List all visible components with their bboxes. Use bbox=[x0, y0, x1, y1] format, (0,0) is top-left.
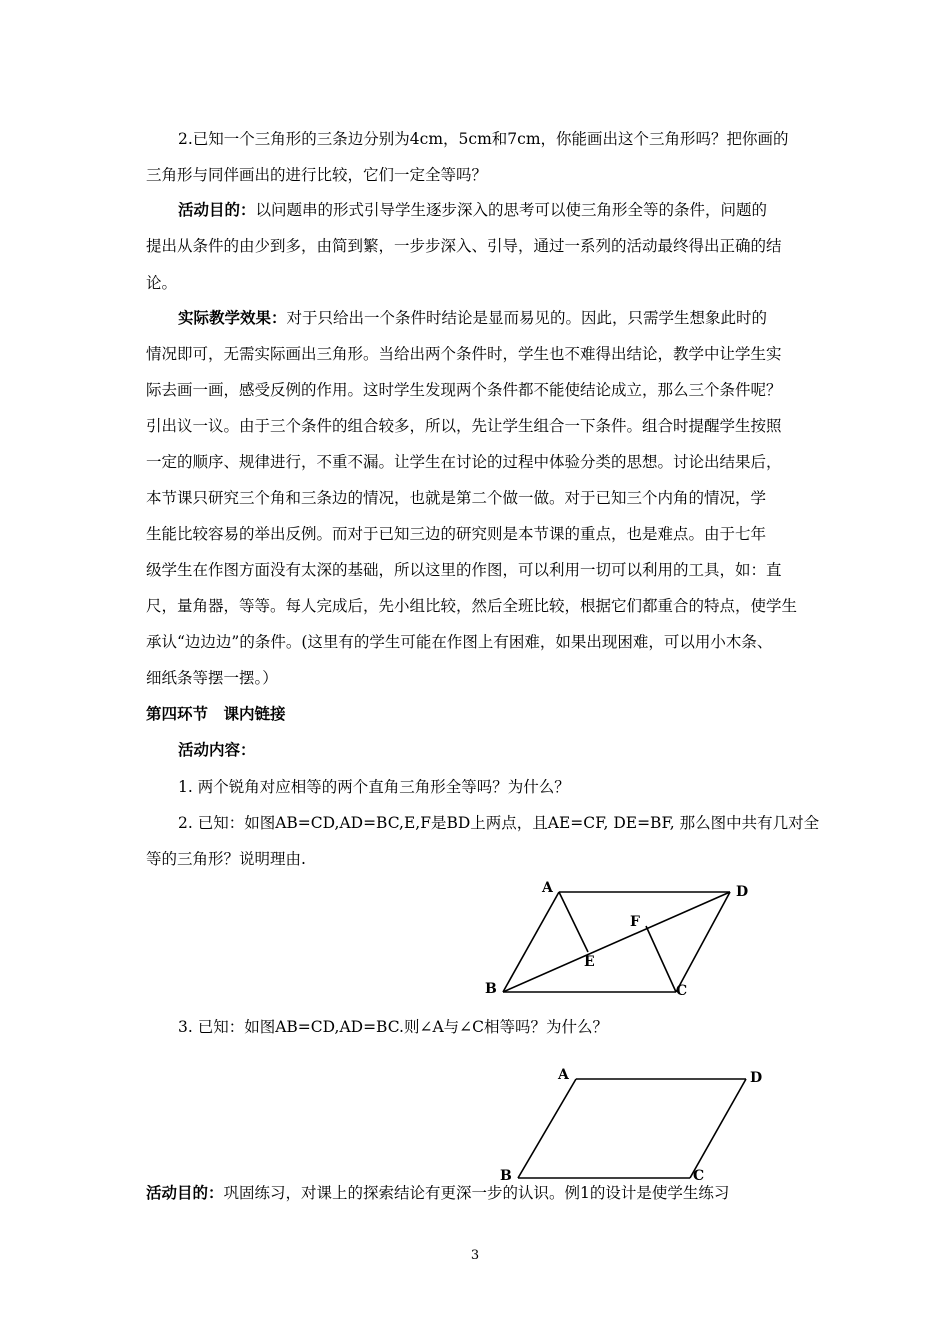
activity-purpose-line-2: 提出从条件的由少到多，由简到繁，一步步深入、引导，通过一系列的活动最终得出正确的结 bbox=[146, 237, 782, 255]
activity-purpose-2-line-1 bbox=[146, 1183, 729, 1203]
exercise-item-2-line-1: 2. 已知：如图AB=CD,AD=BC,E,F是BD上两点，且AE=CF, DE=BF, 那么图中共有几对全 bbox=[178, 814, 820, 832]
label-c: C bbox=[676, 983, 688, 999]
label-a: A bbox=[542, 880, 553, 896]
teaching-effect-line-3: 际去画一画，感受反例的作用。这时学生发现两个条件都不能使结论成立，那么三个条件呢？ bbox=[146, 381, 782, 399]
label-b: B bbox=[500, 1168, 512, 1184]
question-2-line-2: 三角形与同伴画出的进行比较，它们一定全等吗？ bbox=[146, 166, 488, 184]
teaching-effect-label: 实际教学效果： bbox=[178, 308, 287, 327]
label-e: E bbox=[584, 954, 595, 970]
teaching-effect-line-2: 情况即可，无需实际画出三角形。当给出两个条件时，学生也不难得出结论，教学中让学生实 bbox=[146, 345, 782, 363]
segment-ae bbox=[559, 892, 588, 952]
label-d: D bbox=[736, 884, 749, 900]
question-2-line-1: 2.已知一个三角形的三条边分别为4cm，5cm和7cm，你能画出这个三角形吗？把你画的 bbox=[178, 130, 789, 148]
segment-cf bbox=[646, 926, 676, 992]
teaching-effect-line-10: 承认“边边边”的条件。(这里有的学生可能在作图上有困难，如果出现困难，可以用小木条、 bbox=[146, 633, 773, 651]
teaching-effect-line-5: 一定的顺序、规律进行，不重不漏。让学生在讨论的过程中体验分类的思想。讨论出结果后， bbox=[146, 453, 782, 471]
segment-ab bbox=[503, 892, 559, 992]
activity-purpose-line-3: 论。 bbox=[146, 274, 178, 292]
segment-bd bbox=[503, 892, 730, 992]
segment-ab bbox=[518, 1079, 576, 1178]
activity-purpose-2-label: 活动目的： bbox=[146, 1183, 224, 1202]
exercise-item-2-line-2: 等的三角形？说明理由. bbox=[146, 850, 306, 868]
figure-2-diagram bbox=[490, 1064, 780, 1184]
label-a: A bbox=[558, 1067, 569, 1083]
label-d: D bbox=[750, 1070, 763, 1086]
page-number: 3 bbox=[470, 1248, 480, 1263]
label-f: F bbox=[630, 914, 640, 930]
activity-purpose-line-1 bbox=[178, 200, 767, 220]
teaching-effect-line-9: 尺，量角器，等等。每人完成后，先小组比较，然后全班比较，根据它们都重合的特点，使学生 bbox=[146, 597, 798, 615]
label-c: C bbox=[693, 1168, 705, 1184]
activity-purpose-2-text: 巩固练习，对课上的探索结论有更深一步的认识。例1的设计是使学生练习 bbox=[223, 1184, 730, 1202]
activity-purpose-text: 以问题串的形式引导学生逐步深入的思考可以使三角形全等的条件，问题的 bbox=[255, 201, 768, 219]
segment-dc bbox=[676, 892, 730, 992]
activity-content-label: 活动内容： bbox=[178, 740, 256, 759]
teaching-effect-line-1 bbox=[178, 308, 767, 328]
activity-purpose-label: 活动目的： bbox=[178, 200, 256, 219]
figure-1-diagram bbox=[470, 872, 770, 1002]
section-heading: 第四环节 课内链接 bbox=[146, 704, 286, 723]
label-b: B bbox=[485, 981, 497, 997]
teaching-effect-line-11: 细纸条等摆一摆。） bbox=[146, 669, 278, 687]
teaching-effect-text: 对于只给出一个条件时结论是显而易见的。因此，只需学生想象此时的 bbox=[286, 309, 768, 327]
teaching-effect-line-4: 引出议一议。由于三个条件的组合较多，所以，先让学生组合一下条件。组合时提醒学生按照 bbox=[146, 417, 782, 435]
teaching-effect-line-6: 本节课只研究三个角和三条边的情况，也就是第二个做一做。对于已知三个内角的情况，学 bbox=[146, 489, 767, 507]
exercise-item-1: 1. 两个锐角对应相等的两个直角三角形全等吗？为什么？ bbox=[178, 778, 570, 796]
teaching-effect-line-7: 生能比较容易的举出反例。而对于已知三边的研究则是本节课的重点，也是难点。由于七年 bbox=[146, 525, 767, 543]
teaching-effect-line-8: 级学生在作图方面没有太深的基础，所以这里的作图，可以利用一切可以利用的工具，如：直 bbox=[146, 561, 782, 579]
exercise-item-3: 3. 已知：如图AB=CD,AD=BC.则∠A与∠C相等吗？为什么？ bbox=[178, 1018, 608, 1036]
segment-dc bbox=[690, 1079, 746, 1178]
